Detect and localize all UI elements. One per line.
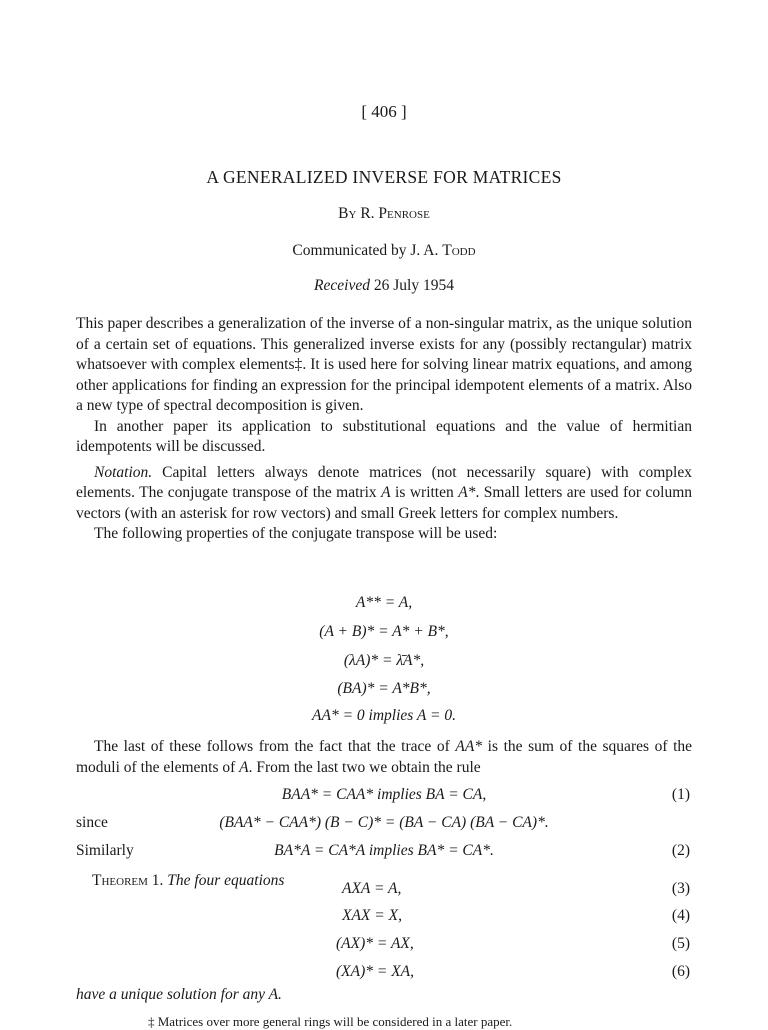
equation-2-number: (2) [671, 842, 690, 859]
theorem-label: Theorem [92, 872, 148, 889]
received-date [0, 277, 768, 295]
rule-paragraph [76, 737, 692, 778]
theorem-equation-4: XAX = X, [342, 907, 402, 924]
theorem-conclusion: have a unique solution for any A. [76, 986, 282, 1003]
after-var-aa: AA* [455, 738, 483, 755]
body-text [76, 314, 692, 545]
similarly-label: Similarly [76, 842, 134, 859]
after-text-2: is the sum of the squares of the moduli of the elements of [76, 738, 693, 776]
equation-3-number: (3) [671, 880, 690, 897]
communicated-prefix: Communicated by J. A. [292, 242, 439, 259]
received-date-value: 26 July 1954 [373, 277, 454, 294]
after-properties-text [76, 737, 692, 778]
properties-intro: The following properties of the conjugate transpose will be used: [94, 525, 498, 542]
notation-text-2: is written [395, 484, 454, 501]
communicated-by [0, 242, 768, 260]
equation-1: BAA* = CAA* implies BA = CA, [281, 786, 487, 803]
after-text-3: . From the last two we obtain the rule [248, 758, 481, 776]
notation-var-astar: A* [458, 484, 476, 501]
after-var-a: A [239, 758, 249, 776]
paper-title: A GENERALIZED INVERSE FOR MATRICES [206, 167, 562, 187]
notation-label: Notation. [94, 463, 153, 481]
notation-paragraph [76, 463, 692, 525]
equation-6-number: (6) [671, 963, 690, 980]
property-1: A** = A, [355, 594, 413, 611]
footnote: ‡ Matrices over more general rings will be considered in a later paper. [148, 1014, 513, 1029]
since-equation: (BAA* − CAA*) (B − C)* = (BA − CA) (BA − CA)*. [219, 814, 549, 831]
equation-4-number: (4) [671, 907, 690, 924]
property-4: (BA)* = A*B*, [337, 680, 431, 697]
received-label: Received [314, 277, 370, 294]
notation-text-1: Capital letters always denote matrices (not necessarily square) with complex elements. The conjugate transpose of the matrix [76, 463, 692, 501]
byline-by: By [338, 205, 357, 222]
after-text-1: The last of these follows from the fact that the trace of [94, 738, 450, 755]
theorem-equation-3: AXA = A, [342, 880, 402, 897]
theorem-equation-6: (XA)* = XA, [336, 963, 415, 980]
notation-text-3: . Small letters are used for column vectors (with an asterisk for row vectors) and small Greek letters for complex numbers. [76, 484, 693, 522]
paragraph-2: In another paper its application to substitutional equations and the value of hermitian idempotents will be discussed. [76, 417, 692, 455]
byline [0, 205, 768, 223]
communicator-name: Todd [442, 242, 476, 259]
notation-var-a: A [381, 484, 391, 501]
author-name: R. Penrose [360, 205, 430, 222]
since-label: since [76, 814, 108, 831]
equation-5-number: (5) [671, 935, 690, 952]
equation-1-number: (1) [671, 786, 690, 803]
theorem-equation-5: (AX)* = AX, [336, 935, 414, 952]
theorem-heading [92, 872, 284, 890]
property-2: (A + B)* = A* + B*, [319, 623, 449, 640]
property-5: AA* = 0 implies A = 0. [312, 707, 456, 724]
theorem-number: 1. [151, 872, 164, 889]
property-3: (λA)* = λ̄A*, [343, 652, 425, 669]
equation-2: BA*A = CA*A implies BA* = CA*. [274, 842, 494, 859]
abstract-paragraph: This paper describes a generalization of the inverse of a non-singular matrix, as the unique solution of a certain set of equations. This generalized inverse exists for any (possibly rectangular) matrix whatsoever with complex elements‡. It is used here for solving linear matrix equations, and among other applications for finding an expression for the principal idempotent elements of a matrix. Also a new type of spectral decomposition is given. [76, 315, 692, 414]
theorem-statement: The four equations [167, 872, 285, 889]
page-number: [ 406 ] [361, 102, 407, 121]
